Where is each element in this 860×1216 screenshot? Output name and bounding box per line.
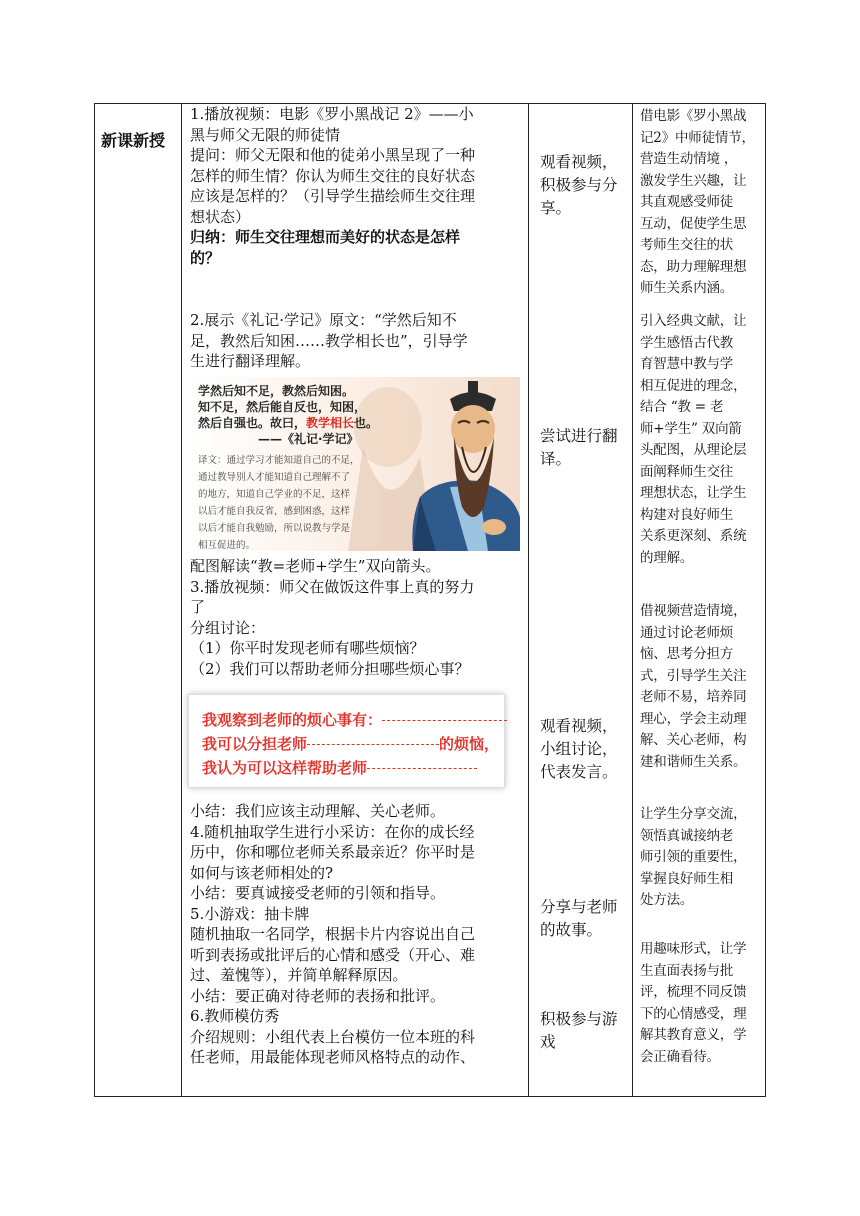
text-line: 观看视频，: [540, 717, 618, 735]
text-line: 尝试进行翻: [540, 427, 618, 445]
text-line: 生进行翻译理解。: [190, 352, 311, 370]
xueji-quote: [198, 383, 378, 447]
text-line: 足，教然后知困……教学相长也”，引导学: [190, 331, 468, 350]
student-activity-a: [540, 151, 630, 220]
quote-line: 学然后知不足，教然后知困。: [198, 384, 355, 398]
text-line: 掌握良好师生相: [640, 870, 734, 887]
fill-in-card: [188, 694, 505, 788]
text-line: 理心，学会主动理: [640, 710, 747, 727]
quote-line: 知不足，然后能自反也，知困，: [198, 400, 367, 414]
text-line: 小组讨论，: [540, 740, 618, 758]
text-line: 想状态）: [190, 207, 251, 226]
text-line: 分组讨论：: [190, 618, 266, 637]
quote-line: [198, 415, 378, 431]
text-line: 随机抽取一名同学，根据卡片内容说出自己: [190, 925, 476, 943]
text-line: 的故事。: [540, 921, 603, 939]
student-activity-c: [540, 715, 630, 784]
text-line: 生直面表扬与批: [640, 962, 734, 979]
translation-line: 译文：通过学习才能知道自己的不足，: [198, 455, 360, 466]
text-line: 怎样的师生情？你认为师生交往的良好状态: [190, 166, 476, 185]
blank-line: [307, 744, 439, 745]
text-line: 借电影《罗小黑战: [640, 108, 747, 124]
design-intent-b: [640, 311, 764, 569]
text-line: （1）你平时发现老师有哪些烦恼？: [190, 639, 425, 657]
xueji-translation: [198, 452, 388, 551]
text-line: 借视频营造情境，: [640, 603, 747, 619]
teaching-content-item3: [190, 556, 522, 679]
teaching-content-item2: [190, 310, 522, 372]
design-intent-e: [640, 939, 764, 1068]
text-line: 师+学生” 双向箭: [640, 420, 742, 437]
text-line: 3.播放视频：师父在做饭这件事上真的努力: [190, 577, 475, 596]
text-line: 建和谐师生关系。: [640, 753, 747, 770]
blank-line: [382, 720, 507, 721]
text-line: 任老师，用最能体现老师风格特点的动作、: [190, 1048, 476, 1066]
lesson-table: [94, 103, 766, 1097]
text-line: 应该是怎样的？（引导学生描绘师生交往理: [190, 187, 476, 205]
text-line: 历中，你和哪位老师关系最亲近？你平时是: [190, 843, 476, 861]
text-line: 记2》中师徒情节，: [640, 129, 755, 146]
text-line: 介绍规则：小组代表上台模仿一位本班的科: [190, 1027, 476, 1046]
text-line: 式，引导学生关注: [640, 667, 747, 684]
text-line: 小结：我们应该主动理解、关心老师。: [190, 802, 446, 820]
summary-line: 的？: [190, 248, 221, 267]
text-line: 听到表扬或批评后的心情和感受（开心、难: [190, 945, 476, 964]
text-line: 头配图，从理论层: [640, 442, 747, 458]
fill-line: [202, 733, 499, 754]
student-activity-e: [540, 1008, 630, 1054]
text-line: 构建对良好师生: [640, 506, 734, 523]
student-activity-b: [540, 425, 630, 471]
xueji-picture: [188, 377, 520, 551]
text-line: 代表发言。: [540, 763, 618, 781]
text-line: 恼、思考分担方: [640, 646, 734, 662]
text-line: 激发学生兴趣，让: [640, 172, 747, 189]
column-divider: [181, 104, 182, 1096]
text-line: 黑与师父无限的师徒情: [190, 125, 341, 144]
translation-line: 以后才能自我反省，感到困惑，这样: [198, 506, 351, 517]
text-line: 互动，促使学生思: [640, 215, 747, 232]
text-line: 考师生交往的状: [640, 237, 734, 253]
text-line: 5.小游戏：抽卡牌: [190, 904, 310, 923]
text-line: 处方法。: [640, 892, 694, 908]
text-line: 面阐释师生交往: [640, 463, 734, 480]
text-line: 领悟真诚接纳老: [640, 827, 734, 844]
summary-line: 归纳：师生交往理想而美好的状态是怎样: [190, 228, 461, 246]
text-line: 学生感悟古代教: [640, 334, 734, 351]
text-line: 关系更深刻、系统: [640, 528, 747, 544]
translation-line: 以后才能自我勉励，所以说教与学是: [198, 523, 351, 534]
translation-line: 的地方，知道自己学业的不足，这样: [198, 489, 351, 500]
text-line: 其直观感受师徒: [640, 194, 734, 210]
quote-fragment: 然后自强也。故曰，: [198, 416, 307, 430]
text-line: 下的心情感受，理: [640, 1005, 747, 1022]
text-line: 观看视频，: [540, 153, 618, 171]
quote-highlight: 教学相长: [306, 416, 355, 430]
text-line: 引入经典文献，让: [640, 313, 747, 329]
text-line: 让学生分享交流，: [640, 806, 747, 822]
text-line: 过、羞愧等），并简单解释原因。: [190, 966, 408, 984]
text-line: 师引领的重要性，: [640, 849, 747, 865]
column-divider: [528, 104, 529, 1096]
blank-line: [367, 768, 477, 769]
text-line: 结合 “教 = 老: [640, 399, 724, 415]
text-line: 4.随机抽取学生进行小采访：在你的成长经: [190, 822, 475, 841]
text-line: 相互促进的理念，: [640, 377, 747, 394]
column-divider: [632, 104, 633, 1096]
text-line: 配图解读“教=老师+学生”双向箭头。: [190, 557, 441, 575]
fill-prompt: 我可以分担老师: [202, 735, 308, 753]
translation-line: 相互促进的。: [198, 540, 256, 551]
text-line: 2.展示《礼记·学记》原文：“学然后知不: [190, 311, 457, 329]
text-line: 积极参与分: [540, 176, 618, 194]
design-intent-a: [640, 106, 764, 300]
text-line: 6.教师模仿秀: [190, 1007, 280, 1025]
student-activity-d: [540, 896, 630, 942]
text-line: 解其教育意义，学: [640, 1027, 747, 1043]
text-line: 1.播放视频：电影《罗小黑战记 2》——小: [190, 105, 474, 123]
quote-source: ——《礼记·学记》: [258, 432, 359, 446]
teaching-content-item4: [190, 801, 522, 1068]
text-line: 的理解。: [640, 549, 694, 566]
translation-line: 通过教导别人才能知道自己理解不了: [198, 472, 351, 483]
text-line: 态，助力理解理想: [640, 258, 747, 275]
text-line: 老师不易，培养同: [640, 689, 747, 705]
design-intent-c: [640, 601, 764, 773]
text-line: 理想状态，让学生: [640, 485, 747, 501]
fill-prompt: 我认为可以这样帮助老师: [202, 759, 368, 777]
text-line: 提问：师父无限和他的徒弟小黑呈现了一种: [190, 146, 476, 164]
text-line: 通过讨论老师烦: [640, 624, 734, 641]
text-line: 分享与老师: [540, 898, 618, 916]
text-line: 如何与该老师相处的?: [190, 863, 334, 882]
fill-prompt: 我观察到老师的烦心事有：: [202, 711, 383, 729]
text-line: 积极参与游: [540, 1010, 618, 1028]
fill-line: [202, 709, 507, 730]
text-line: 小结：要真诚接受老师的引领和指导。: [190, 884, 446, 902]
text-line: 评，梳理不同反馈: [640, 984, 747, 1000]
design-intent-d: [640, 804, 764, 912]
teaching-content-top: [190, 104, 522, 268]
text-line: 会正确看待。: [640, 1048, 720, 1065]
text-line: 戏: [540, 1033, 556, 1051]
text-line: 小结：要正确对待老师的表扬和批评。: [190, 986, 446, 1005]
fill-prompt: 的烦恼，: [439, 735, 500, 753]
quote-fragment: 也。: [354, 416, 379, 430]
section-label: 新课新授: [101, 131, 166, 150]
fill-line: [202, 757, 477, 778]
text-line: （2）我们可以帮助老师分担哪些烦心事？: [190, 659, 470, 678]
text-line: 营造生动情境 ，: [640, 151, 738, 167]
text-line: 育智慧中教与学: [640, 356, 734, 372]
text-line: 解、关心老师，构: [640, 732, 747, 748]
text-line: 了: [190, 598, 206, 616]
text-line: 译。: [540, 450, 572, 468]
text-line: 师生关系内涵。: [640, 280, 734, 296]
text-line: 用趣味形式，让学: [640, 941, 747, 957]
text-line: 享。: [540, 199, 572, 217]
